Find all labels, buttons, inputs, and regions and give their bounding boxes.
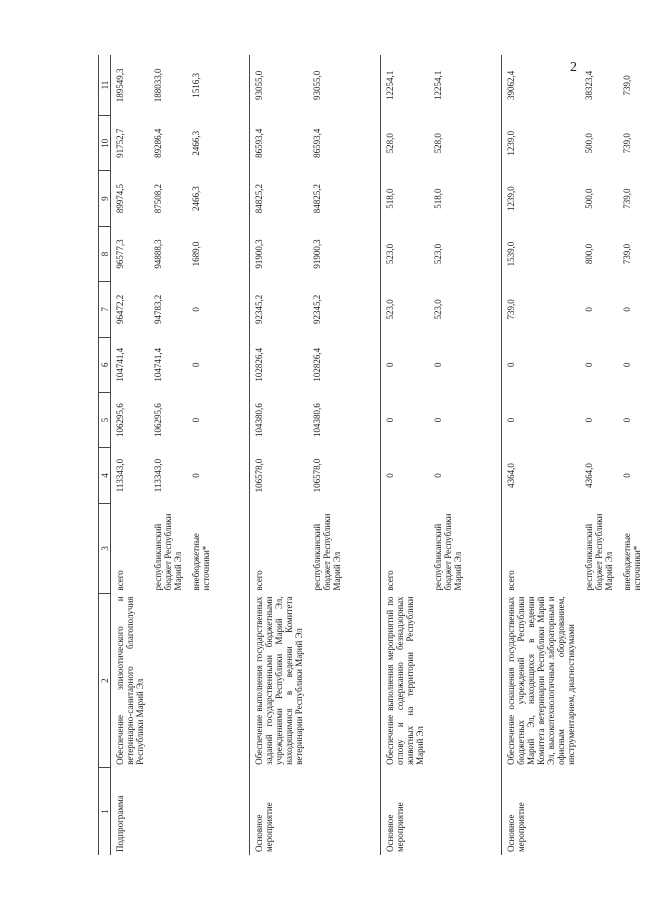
row-spacer [467,55,502,855]
value-cell: 500,0 [584,133,594,154]
table-row [381,55,430,855]
value-cell: 84825,2 [312,184,322,214]
value-cell: 739,0 [502,282,581,337]
value-cell: 106578,0 [250,448,309,503]
value-cell: 0 [381,337,430,392]
value-cell: 800,0 [584,243,594,265]
value-cell: 1689,0 [191,241,201,267]
funding-source-cell: всего [381,503,430,593]
spacer-cell [215,226,250,281]
value-cell: 189549,3 [115,68,125,103]
funding-source-cell: всего [502,503,581,593]
row-description-cell: Обеспечение выполнения мероприятий по отлову и содержанию безнадзорных животных на территории Республики Марий Эл [381,593,430,767]
row-type-cell [308,768,346,855]
column-header: 1 [99,768,111,855]
row-type-cell: Основное мероприятие [250,768,309,855]
table-row [618,55,646,855]
table-row [149,55,187,855]
row-description-cell [618,593,646,767]
value-cell: 0 [622,362,632,368]
value-cell: 518,0 [433,188,443,209]
row-type-cell: Основное мероприятие [381,768,430,855]
row-description-cell [187,593,215,767]
value-cell: 1539,0 [502,226,581,281]
row-type-cell [580,768,618,855]
spacer-cell [346,392,381,447]
value-cell: 0 [584,362,594,368]
value-cell: 739,0 [622,188,632,209]
value-cell: 104380,6 [250,392,309,447]
spacer-cell [215,503,250,593]
spacer-cell [215,768,250,855]
value-cell: 0 [433,473,443,478]
value-cell: 0 [622,307,632,312]
value-cell: 528,0 [433,133,443,154]
value-cell: 0 [191,473,201,478]
column-header: 7 [99,282,111,337]
spacer-cell [215,116,250,171]
table-body [111,55,646,855]
row-type-cell [618,768,646,855]
value-cell: 92345,2 [312,294,322,325]
table-row [580,55,618,855]
value-cell: 106578,0 [312,458,322,493]
value-cell: 84825,2 [250,171,309,226]
spacer-cell [467,503,502,593]
value-cell: 4364,0 [502,448,581,503]
spacer-cell [346,116,381,171]
column-header: 8 [99,226,111,281]
value-cell: 113343,0 [115,458,125,493]
value-cell: 0 [584,417,594,423]
spacer-cell [215,392,250,447]
value-cell: 523,0 [433,299,443,320]
value-cell: 93055,0 [312,70,322,100]
spacer-cell [346,282,381,337]
value-cell: 739,0 [622,133,632,154]
spacer-cell [467,226,502,281]
spacer-cell [346,768,381,855]
table-row [250,55,309,855]
spacer-cell [346,337,381,392]
column-header: 4 [99,448,111,503]
value-cell: 38323,4 [584,70,594,100]
financing-table [98,55,646,855]
value-cell: 92345,2 [250,282,309,337]
value-cell: 0 [381,392,430,447]
spacer-cell [215,282,250,337]
value-cell: 0 [433,362,443,368]
spacer-cell [467,282,502,337]
value-cell: 96472,2 [115,294,125,325]
spacer-cell [215,337,250,392]
column-header: 9 [99,171,111,226]
table-row [502,55,581,855]
value-cell: 1239,0 [502,116,581,171]
spacer-cell [467,55,502,116]
value-cell: 528,0 [381,116,430,171]
value-cell: 1516,3 [191,72,201,98]
value-cell: 89974,5 [115,184,125,214]
value-cell: 0 [433,417,443,423]
funding-source-cell: республиканский бюджет Республики Марий Эл [433,513,463,591]
row-description-cell: Обеспечение оснащения государственных бюджетных учреждений Республики Марий Эл, находящихся в ведении Комитета ветеринарии Республики Марий Эл, высокотехнологичным лабораторным и офисным оборудованием, инструментарием, диагностикумами [502,593,581,767]
spacer-cell [467,337,502,392]
spacer-cell [467,768,502,855]
value-cell: 104741,4 [153,347,163,382]
spacer-cell [467,171,502,226]
value-cell: 91900,3 [250,226,309,281]
value-cell: 0 [191,362,201,368]
funding-source-cell: республиканский бюджет Республики Марий Эл [584,513,614,591]
value-cell: 739,0 [622,243,632,265]
value-cell: 1239,0 [502,171,581,226]
value-cell: 523,0 [433,243,443,265]
spacer-cell [346,448,381,503]
value-cell: 91900,3 [312,239,322,269]
value-cell: 86593,4 [312,128,322,158]
value-cell: 0 [622,417,632,423]
value-cell: 104380,6 [312,403,322,438]
column-header: 2 [99,593,111,767]
row-spacer [346,55,381,855]
value-cell: 39062,4 [502,55,581,116]
row-description-cell: Обеспечение выполнения государственных заданий государственными бюджетными учреждениями Республики Марий Эл, находящимися в ведении Комитета ветеринарии Республики Марий Эл [250,593,309,767]
row-type-cell [187,768,215,855]
column-header: 10 [99,116,111,171]
table-row [187,55,215,855]
value-cell: 102826,4 [250,337,309,392]
spacer-cell [346,226,381,281]
row-type-cell [429,768,467,855]
spacer-cell [346,503,381,593]
value-cell: 0 [502,337,581,392]
value-cell: 106295,6 [153,403,163,438]
value-cell: 523,0 [381,226,430,281]
value-cell: 96577,3 [115,239,125,269]
column-header: 11 [99,55,111,116]
value-cell: 500,0 [584,188,594,209]
row-type-cell: Подпрограмма [115,795,125,852]
column-number-row [99,55,111,855]
table-row [308,55,346,855]
value-cell: 739,0 [622,75,632,96]
row-description-cell [429,593,467,767]
value-cell: 0 [191,307,201,312]
spacer-cell [346,593,381,767]
funding-source-cell: внебюджетные источники* [622,533,642,591]
spacer-cell [215,593,250,767]
value-cell: 523,0 [381,282,430,337]
value-cell: 0 [584,307,594,312]
column-header: 6 [99,337,111,392]
value-cell: 91752,7 [115,128,125,158]
table-row [429,55,467,855]
row-spacer [215,55,250,855]
spacer-cell [467,116,502,171]
spacer-cell [467,593,502,767]
value-cell: 113343,0 [153,458,163,493]
spacer-cell [215,448,250,503]
page-number: 2 [570,60,577,75]
spacer-cell [467,448,502,503]
funding-source-cell: республиканский бюджет Республики Марий Эл [312,513,342,591]
row-description-cell [308,593,346,767]
value-cell: 0 [381,448,430,503]
spacer-cell [346,55,381,116]
value-cell: 188033,0 [153,68,163,103]
funding-source-cell: внебюджетные источники* [191,533,211,591]
row-type-cell [149,768,187,855]
spacer-cell [215,171,250,226]
value-cell: 0 [622,473,632,478]
value-cell: 12254,1 [381,55,430,116]
funding-source-cell: всего [250,503,309,593]
value-cell: 0 [191,417,201,423]
funding-source-cell: республиканский бюджет Республики Марий Эл [153,513,183,591]
value-cell: 93055,0 [250,55,309,116]
row-description-cell [580,593,618,767]
column-header: 5 [99,392,111,447]
value-cell: 86593,4 [250,116,309,171]
funding-source-cell: всего [115,570,125,591]
value-cell: 102826,4 [312,347,322,382]
spacer-cell [215,55,250,116]
value-cell: 106295,6 [115,403,125,438]
value-cell: 87508,2 [153,184,163,214]
value-cell: 518,0 [381,171,430,226]
rotated-table-sheet [98,55,642,855]
spacer-cell [467,392,502,447]
value-cell: 4364,0 [584,463,594,488]
value-cell: 0 [502,392,581,447]
value-cell: 12254,1 [433,70,443,100]
row-description-cell [149,593,187,767]
row-description-cell: Обеспечение эпизоотического и ветеринарно-санитарного благополучия Республики Марий Эл [115,596,145,765]
value-cell: 94783,2 [153,294,163,325]
value-cell: 2466,3 [191,186,201,212]
table-row [111,55,150,855]
value-cell: 104741,4 [115,347,125,382]
value-cell: 89286,4 [153,128,163,158]
value-cell: 94888,3 [153,239,163,269]
column-header: 3 [99,503,111,593]
row-type-cell: Основное мероприятие [502,768,581,855]
spacer-cell [346,171,381,226]
value-cell: 2466,3 [191,130,201,156]
